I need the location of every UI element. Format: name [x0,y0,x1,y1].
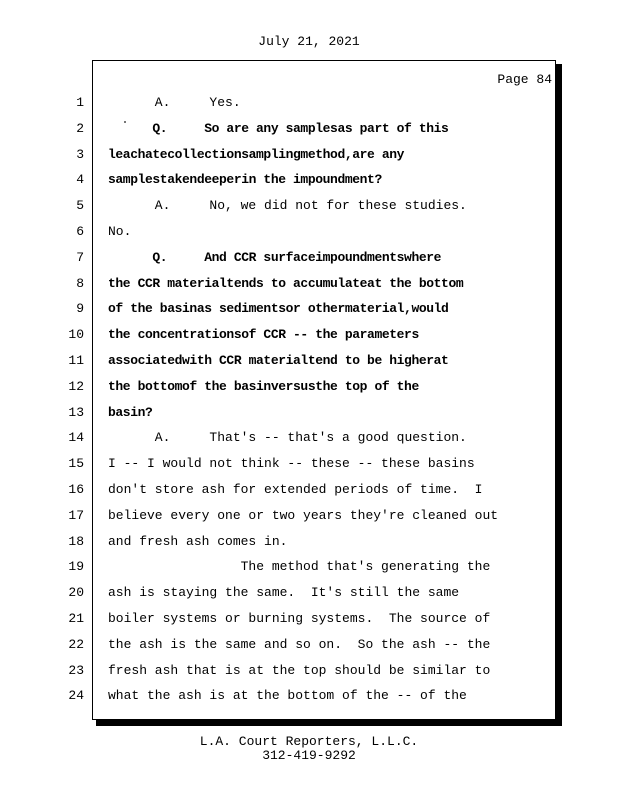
line-number: 2 [76,120,84,136]
line-text: No. [108,224,132,239]
line-text: what the ash is at the bottom of the -- of the [108,688,467,704]
transcript-line [0,145,618,165]
transcript-line [0,506,618,526]
line-text: the CCR materialtends to accumulateat the bottom [108,275,464,291]
line-text: Q. So are any samplesas part of this [108,120,449,136]
transcript-line [0,170,618,190]
transcript-line [0,196,618,216]
line-number: 1 [76,95,84,110]
line-number: 6 [76,224,84,239]
line-text: samplestakendeeperin the impoundment? [108,172,382,188]
line-number: 24 [68,688,84,704]
line-number: 19 [68,559,84,575]
line-number: 14 [68,430,84,446]
transcript-line [0,635,618,655]
transcript-line [0,661,618,681]
transcript-line [0,609,618,629]
line-text: boiler systems or burning systems. The source of [108,611,491,626]
transcript-line [0,428,618,448]
transcript-line [0,480,618,500]
line-text: don't store ash for extended periods of time. I [108,482,483,497]
line-number: 21 [68,611,84,626]
line-text: leachatecollectionsamplingmethod,are any [108,146,405,162]
footer-phone: 312-419-9292 [262,748,356,763]
line-number: 20 [68,585,84,601]
transcript-line [0,583,618,603]
line-text: ash is staying the same. It's still the same [108,585,460,601]
line-text: A. Yes. [108,95,241,110]
footer-company: L.A. Court Reporters, L.L.C. [199,734,419,749]
line-text: A. That's -- that's a good question. [108,430,467,446]
line-number: 17 [68,507,84,523]
transcript-line [0,377,618,397]
line-number: 18 [68,533,84,549]
transcript-line [0,119,618,139]
line-number: 5 [76,198,84,214]
line-number: 4 [76,172,84,188]
line-text: the bottomof the basinversusthe top of the [108,378,419,394]
transcript-line [0,299,618,319]
line-number: 3 [76,146,84,162]
transcript-line [0,93,618,113]
line-number: 22 [68,636,84,652]
line-text: and fresh ash comes in. [108,533,288,549]
line-text: associatedwith CCR materialtend to be higherat [108,353,449,368]
line-number: 11 [68,353,84,368]
transcript-line [0,325,618,345]
line-text: fresh ash that is at the top should be similar to [108,662,491,678]
transcript-line [0,532,618,552]
line-number: 8 [76,275,84,291]
line-text: I -- I would not think -- these -- these basins [108,456,475,472]
transcript-line [0,686,618,706]
line-text: the concentrationsof CCR -- the parameters [108,327,419,343]
line-text: the ash is the same and so on. So the ash -- the [108,636,491,652]
line-text: The method that's generating the [108,559,491,575]
line-text: A. No, we did not for these studies. [108,198,467,214]
transcript-date: July 21, 2021 [258,34,360,49]
transcript-line [0,351,618,371]
transcript-line [0,248,618,268]
line-text: basin? [108,404,153,420]
page-number: Page 84 [497,72,552,87]
line-number: 23 [68,662,84,678]
transcript-line [0,557,618,577]
line-number: 10 [68,327,84,343]
line-number: 7 [76,249,84,265]
transcript-line [0,274,618,294]
line-text: of the basinas sedimentsor othermaterial,would [108,301,449,317]
line-number: 9 [76,301,84,317]
line-number: 13 [68,404,84,420]
transcript-line [0,403,618,423]
line-number: 15 [68,456,84,472]
line-number: 16 [68,482,84,497]
line-number: 12 [68,378,84,394]
line-text: Q. And CCR surfaceimpoundmentswhere [108,249,442,265]
transcript-line [0,454,618,474]
line-text: believe every one or two years they're cleaned out [108,507,499,523]
transcript-line [0,222,618,242]
